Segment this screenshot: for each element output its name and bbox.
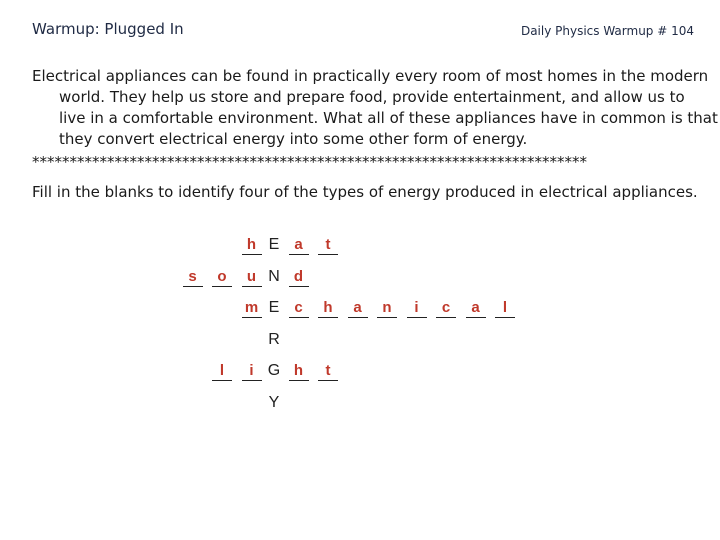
letter-blank[interactable]: n	[377, 299, 397, 318]
letter-blank[interactable]: a	[348, 299, 368, 318]
letter-blank[interactable]: t	[318, 362, 338, 381]
page-title: Warmup: Plugged In	[32, 20, 184, 38]
intro-line: Electrical appliances can be found in practically every room of most homes in the modern	[32, 67, 709, 85]
letter-blank[interactable]: u	[242, 268, 262, 287]
letter-blank[interactable]: c	[436, 299, 456, 318]
intro-line: world. They help us store and prepare food, provide entertainment, and allow us to	[59, 88, 685, 106]
acrostic-key-letter: E	[268, 299, 280, 316]
letter-blank[interactable]: d	[289, 268, 309, 287]
instruction-text: Fill in the blanks to identify four of the types of energy produced in electrical appliances.	[32, 183, 698, 201]
letter-blank[interactable]: l	[495, 299, 515, 318]
acrostic-key-letter: Y	[268, 393, 280, 411]
letter-blank[interactable]: a	[466, 299, 486, 318]
letter-blank[interactable]: o	[212, 268, 232, 287]
acrostic-key-letter: N	[268, 267, 280, 285]
letter-blank[interactable]: c	[289, 299, 309, 318]
intro-line: live in a comfortable environment. What all of these appliances have in common is that	[59, 109, 718, 127]
intro-line: they convert electrical energy into some other form of energy.	[59, 130, 528, 148]
letter-blank[interactable]: i	[407, 299, 427, 318]
acrostic-key-letter: E	[268, 236, 280, 253]
acrostic-key-letter: G	[267, 362, 281, 379]
letter-blank[interactable]: l	[212, 362, 232, 381]
letter-blank[interactable]: h	[289, 362, 309, 381]
letter-blank[interactable]: i	[242, 362, 262, 381]
asterisk-separator: **************************************************************************	[32, 154, 587, 170]
letter-blank[interactable]: h	[318, 299, 338, 318]
warmup-series-label: Daily Physics Warmup # 104	[520, 24, 694, 38]
letter-blank[interactable]: m	[242, 299, 262, 318]
letter-blank[interactable]: a	[289, 236, 309, 255]
letter-blank[interactable]: s	[183, 268, 203, 287]
acrostic-key-letter: R	[268, 330, 280, 348]
letter-blank[interactable]: t	[318, 236, 338, 255]
letter-blank[interactable]: h	[242, 236, 262, 255]
